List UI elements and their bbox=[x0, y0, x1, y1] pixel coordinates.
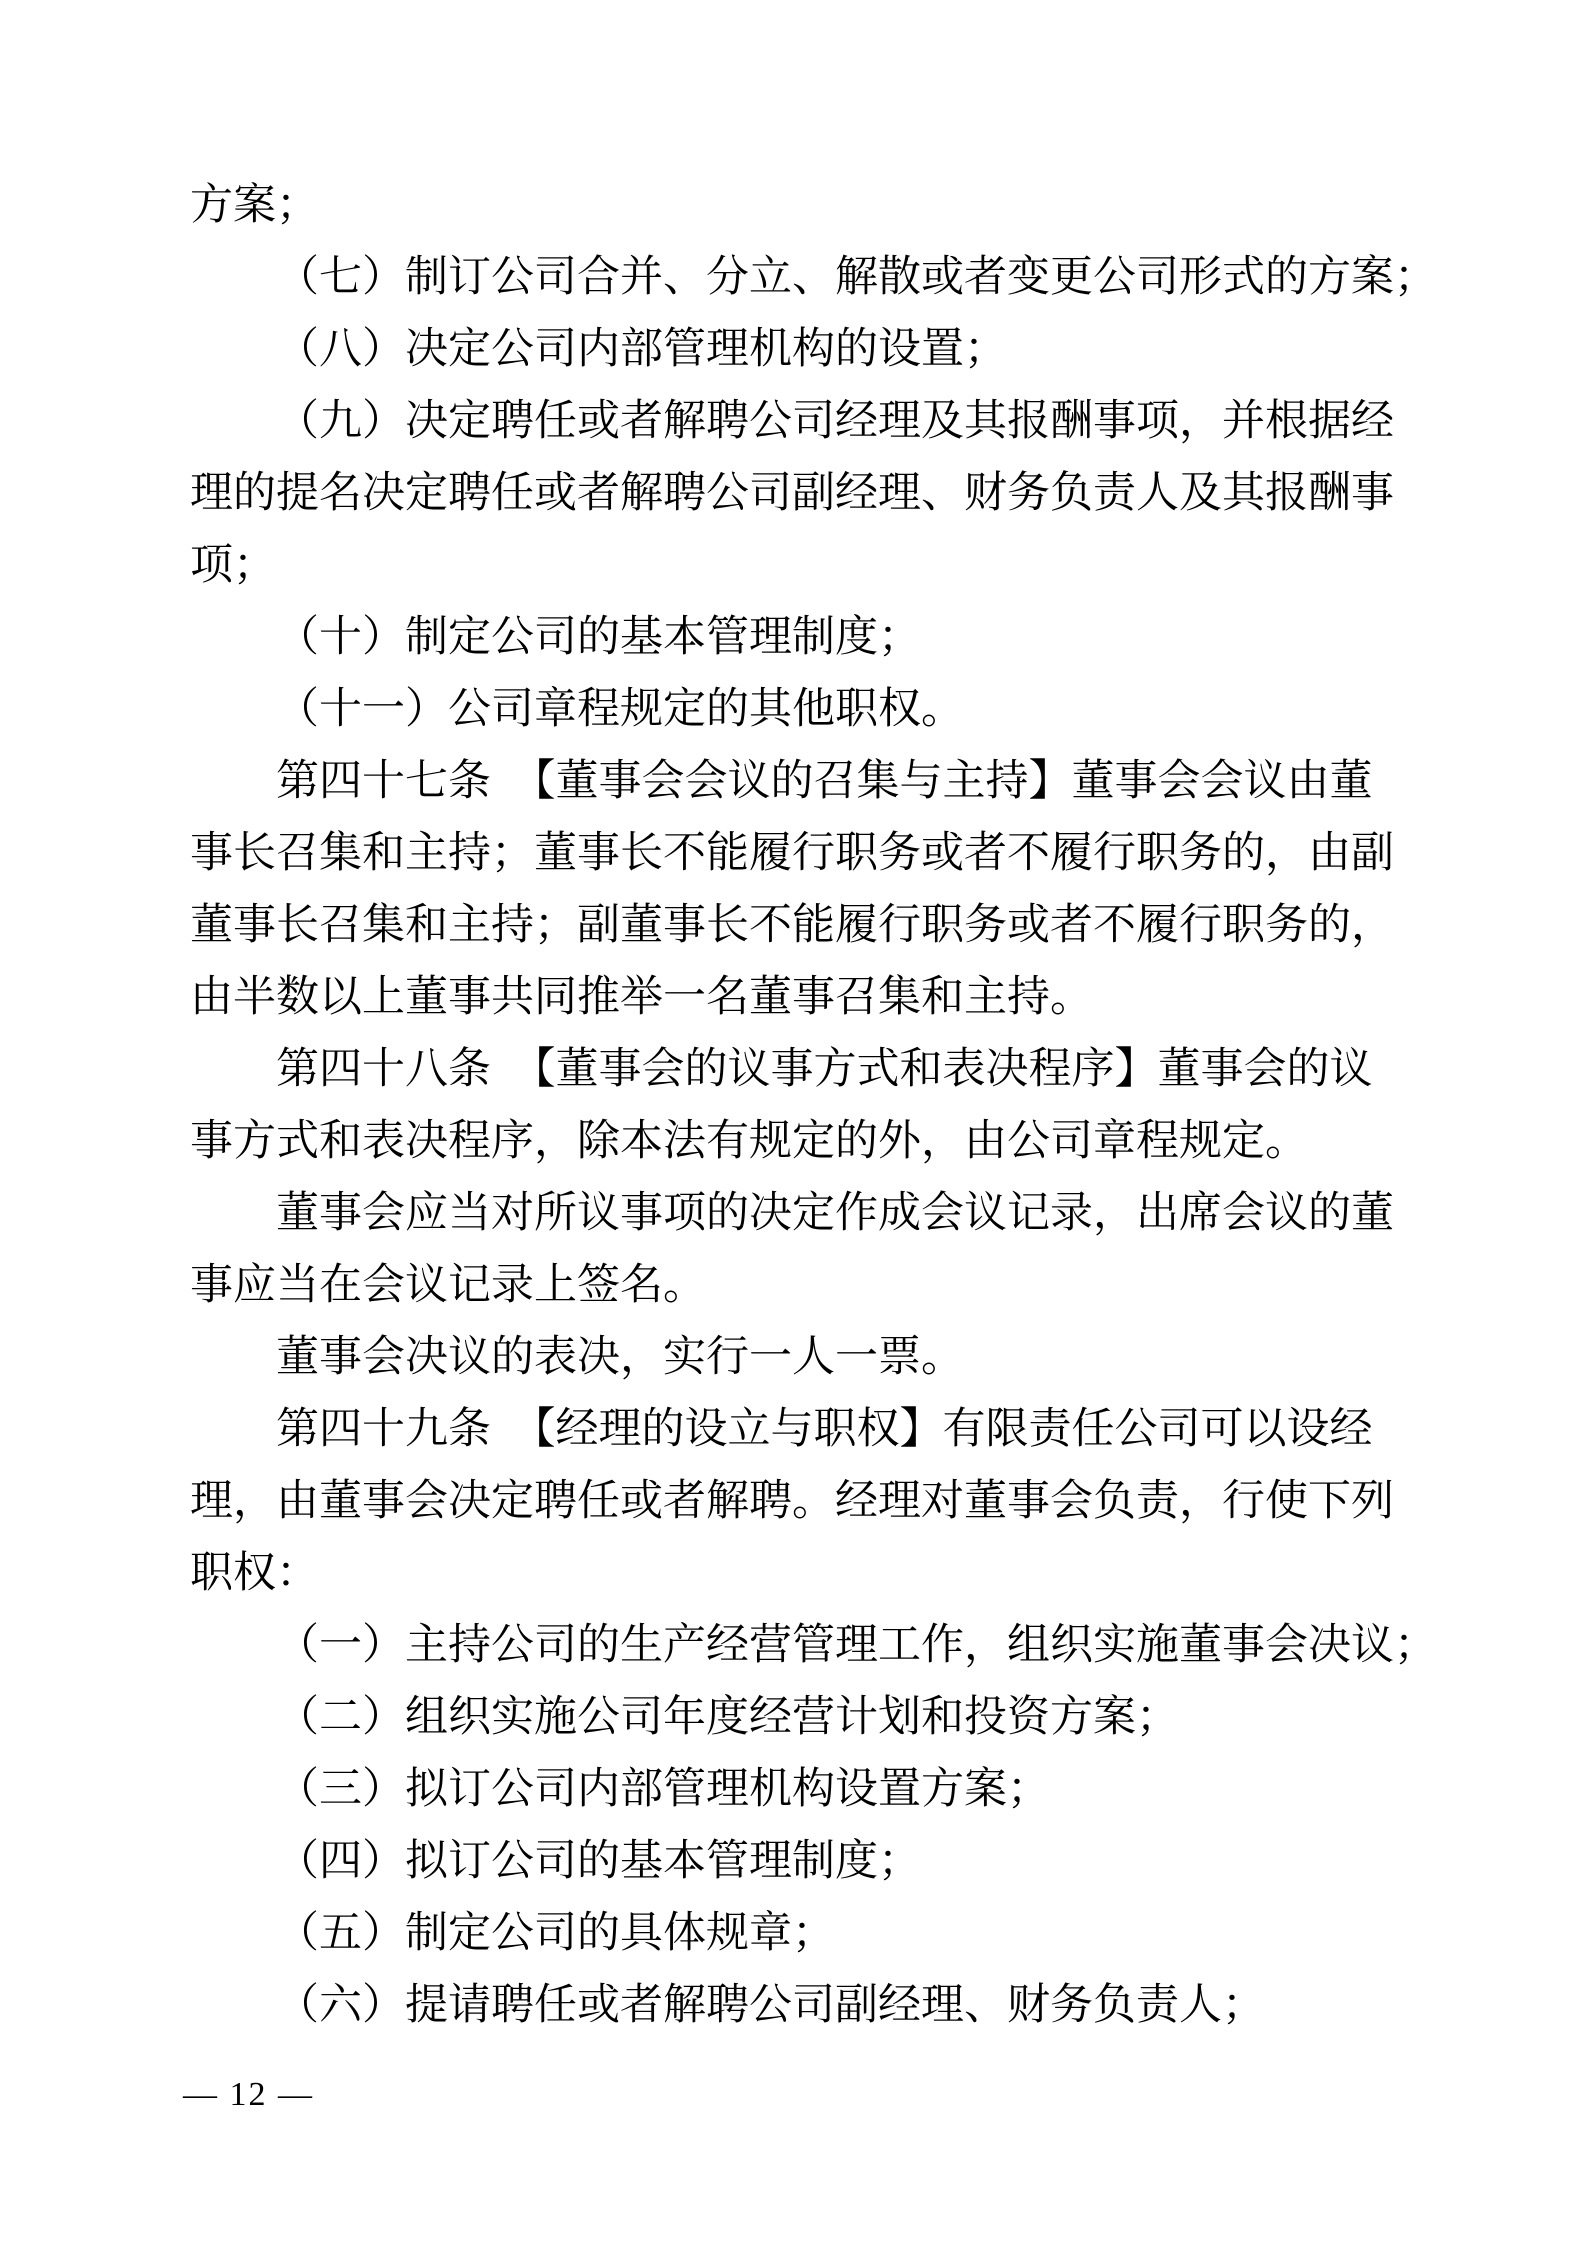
text-line: 事方式和表决程序，除本法有规定的外，由公司章程规定。 bbox=[190, 1118, 1308, 1165]
text-line: 理的提名决定聘任或者解聘公司副经理、财务负责人及其报酬事 bbox=[190, 470, 1394, 517]
text-line: （二）组织实施公司年度经营计划和投资方案； bbox=[276, 1694, 1179, 1741]
text-line: 事应当在会议记录上签名。 bbox=[190, 1262, 706, 1309]
text-line: 董事会应当对所议事项的决定作成会议记录，出席会议的董 bbox=[276, 1190, 1394, 1237]
text-line: 事长召集和主持；董事长不能履行职务或者不履行职务的，由副 bbox=[190, 830, 1394, 877]
text-line: 第四十九条 【经理的设立与职权】有限责任公司可以设经 bbox=[276, 1406, 1373, 1453]
text-line: （八）决定公司内部管理机构的设置； bbox=[276, 326, 1007, 373]
text-line: 职权： bbox=[190, 1550, 319, 1597]
text-line: （九）决定聘任或者解聘公司经理及其报酬事项，并根据经 bbox=[276, 398, 1394, 445]
text-line: 第四十七条 【董事会会议的召集与主持】董事会会议由董 bbox=[276, 758, 1373, 805]
text-line: （三）拟订公司内部管理机构设置方案； bbox=[276, 1766, 1050, 1813]
text-line: 第四十八条 【董事会的议事方式和表决程序】董事会的议 bbox=[276, 1046, 1373, 1093]
text-line: （六）提请聘任或者解聘公司副经理、财务负责人； bbox=[276, 1982, 1265, 2029]
text-line: 由半数以上董事共同推举一名董事召集和主持。 bbox=[190, 974, 1093, 1021]
text-line: 理，由董事会决定聘任或者解聘。经理对董事会负责，行使下列 bbox=[190, 1478, 1394, 1525]
document-body-text bbox=[190, 170, 1450, 2042]
text-line: （四）拟订公司的基本管理制度； bbox=[276, 1838, 921, 1885]
text-line: 项； bbox=[190, 542, 276, 589]
text-line: （十）制定公司的基本管理制度； bbox=[276, 614, 921, 661]
text-line: 董事会决议的表决，实行一人一票。 bbox=[276, 1334, 964, 1381]
text-line: （十一）公司章程规定的其他职权。 bbox=[276, 686, 964, 733]
text-line: 方案； bbox=[190, 182, 319, 229]
text-line: （七）制订公司合并、分立、解散或者变更公司形式的方案； bbox=[276, 254, 1437, 301]
text-line: （五）制定公司的具体规章； bbox=[276, 1910, 835, 1957]
page-number: — 12 — bbox=[183, 2076, 314, 2113]
text-line: 董事长召集和主持；副董事长不能履行职务或者不履行职务的， bbox=[190, 902, 1394, 949]
text-line: （一）主持公司的生产经营管理工作，组织实施董事会决议； bbox=[276, 1622, 1437, 1669]
